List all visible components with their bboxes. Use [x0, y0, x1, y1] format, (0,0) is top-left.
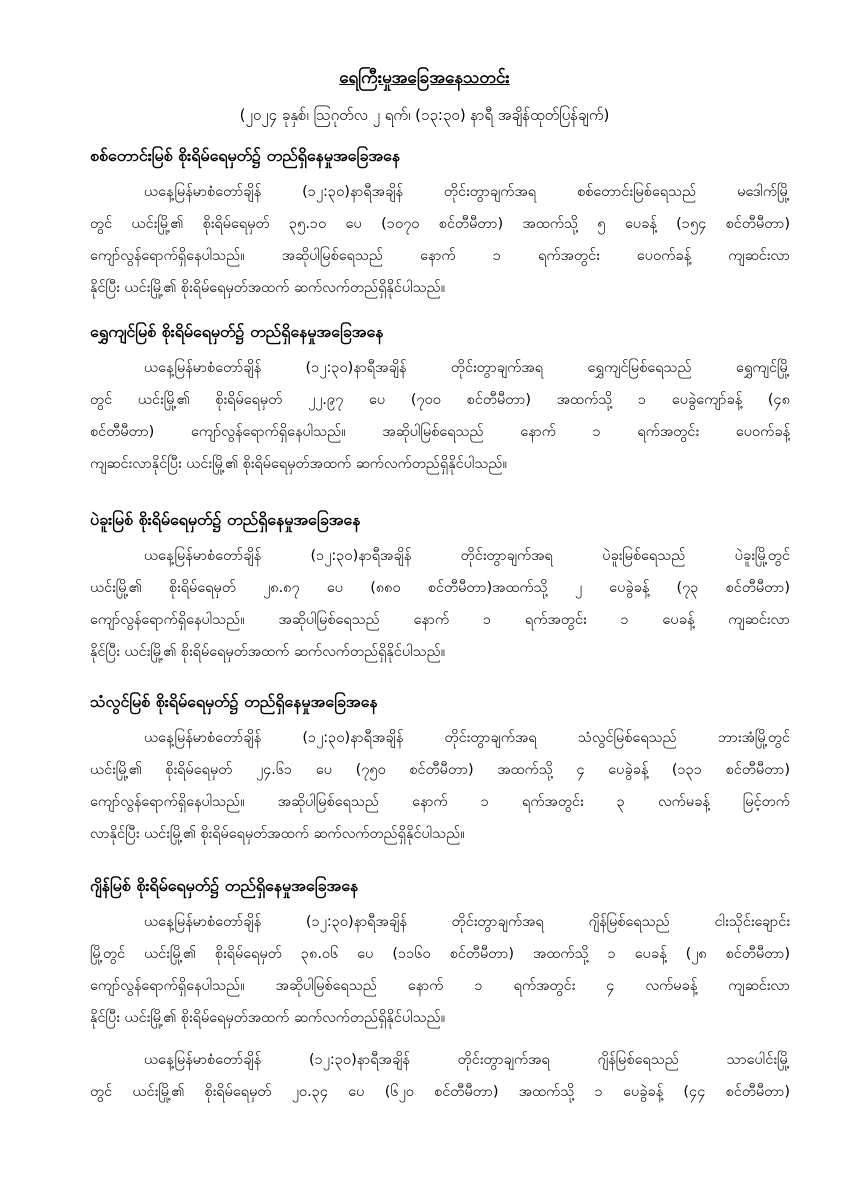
- section-bago-river: [90, 508, 790, 668]
- paragraph-line: နိုင်ပြီး ယင်းမြို့၏ စိုးရိမ်ရေမှတ်အထက် ဆက်လက်တည်ရှိနိုင်ပါသည်။: [90, 644, 446, 660]
- paragraph-line: ယနေ့မြန်မာစံတော်ချိန် (၁၂:၃၀)နာရီအချိန် တိုင်းတွာချက်အရ ဂျိန်မြစ်ရေသည် ငါးသိုင်းချောင်း: [144, 914, 790, 930]
- section-heading: ပဲခူးမြစ် စိုးရိမ်ရေမှတ်၌ တည်ရှိနေမှုအခြေအနေ: [90, 510, 361, 529]
- paragraph-line: စင်တီမီတာ) ကျော်လွန်ရောက်ရှိနေပါသည်။ အဆိုပါမြစ်ရေသည် နောက် ၁ ရက်အတွင်း ပေ၀က်ခန့်: [90, 424, 790, 440]
- paragraph-line: ယနေ့မြန်မာစံတော်ချိန် (၁၂:၃၀)နာရီအချိန် တိုင်းတွာချက်အရ ဂျိန်မြစ်ရေသည် သာပေါင်းမြို့: [144, 1052, 790, 1068]
- section-sittaung-river: [90, 144, 790, 304]
- paragraph-line: ယင်းမြို့၏ စိုးရိမ်ရေမှတ် ၂၈.၈၇ ပေ (၈၈၀ စင်တီမီတာ)အထက်သို့ ၂ ပေခွဲခန့် (၇၃ စင်တီမီတာ): [90, 580, 790, 596]
- paragraph-line: ကျော်လွန်ရောက်ရှိနေပါသည်။ အဆိုပါမြစ်ရေသည် နောက် ၁ ရက်အတွင်း ၃ လက်မခန့် မြင့်တက်: [90, 794, 790, 810]
- paragraph-line: ယနေ့မြန်မာစံတော်ချိန် (၁၂:၃၀)နာရီအချိန် တိုင်းတွာချက်အရ သံလွင်မြစ်ရေသည် ဘားအံမြို့တွင်: [144, 730, 790, 746]
- section-gyaing-river-continued: [90, 1044, 790, 1108]
- paragraph-line: မြို့တွင် ယင်းမြို့၏ စိုးရိမ်ရေမှတ် ၃၈.၀၆ ပေ (၁၁၆၀ စင်တီမီတာ) အထက်သို့ ၁ ပေခန့် (၂၈ စင်တီမီတာ): [90, 946, 790, 962]
- paragraph-line: လာနိုင်ပြီး ယင်းမြို့၏ စိုးရိမ်ရေမှတ်အထက် ဆက်လက်တည်ရှိနိုင်ပါသည်။: [90, 826, 465, 842]
- paragraph-line: ယနေ့မြန်မာစံတော်ချိန် (၁၂:၃၀)နာရီအချိန် တိုင်းတွာချက်အရ ပဲခူးမြစ်ရေသည် ပဲခူးမြို့တွင်: [144, 548, 790, 564]
- paragraph-line: တွင် ယင်းမြို့၏ စိုးရိမ်ရေမှတ် ၃၅.၁၀ ပေ (၁၀၇၀ စင်တီမီတာ) အထက်သို့ ၅ ပေခန့် (၁၅၄ စင်တီမီတာ): [90, 216, 790, 232]
- section-thanlwin-river: [90, 690, 790, 850]
- section-heading: စစ်တောင်းမြစ် စိုးရိမ်ရေမှတ်၌ တည်ရှိနေမှုအခြေအနေ: [90, 146, 400, 165]
- paragraph-line: နိုင်ပြီး ယင်းမြို့၏ စိုးရိမ်ရေမှတ်အထက် ဆက်လက်တည်ရှိနိုင်ပါသည်။: [90, 280, 446, 296]
- paragraph-line: ကျော်လွန်ရောက်ရှိနေပါသည်။ အဆိုပါမြစ်ရေသည် နောက် ၁ ရက်အတွင်း ၄ လက်မခန့် ကျဆင်းလာ: [90, 978, 790, 994]
- paragraph-line: တွင် ယင်းမြို့၏ စိုးရိမ်ရေမှတ် ၂၀.၃၄ ပေ (၆၂၀ စင်တီမီတာ) အထက်သို့ ၁ ပေခွဲခန့် (၄၄ စင်တီမီတာ): [90, 1084, 790, 1100]
- section-shwegyin-river: [90, 320, 790, 480]
- paragraph-line: ယနေ့မြန်မာစံတော်ချိန် (၁၂:၃၀)နာရီအချိန် တိုင်းတွာချက်အရ စစ်တောင်းမြစ်ရေသည် မဒေါက်မြို့: [144, 184, 790, 200]
- document-title: ရေကြီးမှုအခြေအနေသတင်း: [339, 68, 510, 88]
- paragraph-line: ကျဆင်းလာနိုင်ပြီး ယင်းမြို့၏ စိုးရိမ်ရေမှတ်အထက် ဆက်လက်တည်ရှိနိုင်ပါသည်။: [90, 456, 507, 472]
- section-heading: ဂျိန်မြစ် စိုးရိမ်ရေမှတ်၌ တည်ရှိနေမှုအခြေအနေ: [90, 876, 359, 895]
- paragraph-line: ကျော်လွန်ရောက်ရှိနေပါသည်။ အဆိုပါမြစ်ရေသည် နောက် ၁ ရက်အတွင်း ၁ ပေခန့် ကျဆင်းလာ: [90, 612, 790, 628]
- document-subtitle: (၂၀၂၄ ခုနှစ်၊ ဩဂုတ်လ ၂ ရက်၊ (၁၃:၃၀) နာရီ အချိန်ထုတ်ပြန်ချက်): [239, 106, 610, 124]
- paragraph-line: ယနေ့မြန်မာစံတော်ချိန် (၁၂:၃၀)နာရီအချိန် တိုင်းတွာချက်အရ ရွှေကျင်မြစ်ရေသည် ရွှေကျင်မြို့: [144, 360, 790, 376]
- paragraph-line: တွင် ယင်းမြို့၏ စိုးရိမ်ရေမှတ် ၂၂.၉၇ ပေ (၇၀၀ စင်တီမီတာ) အထက်သို့ ၁ ပေခွဲကျော်ခန့် (၄၈: [90, 392, 790, 408]
- section-heading: သံလွင်မြစ် စိုးရိမ်ရေမှတ်၌ တည်ရှိနေမှုအခြေအနေ: [90, 692, 378, 711]
- section-gyaing-river: [90, 874, 790, 1034]
- paragraph-line: ကျော်လွန်ရောက်ရှိနေပါသည်။ အဆိုပါမြစ်ရေသည် နောက် ၁ ရက်အတွင်း ပေ၀က်ခန့် ကျဆင်းလာ: [90, 248, 790, 264]
- paragraph-line: နိုင်ပြီး ယင်းမြို့၏ စိုးရိမ်ရေမှတ်အထက် ဆက်လက်တည်ရှိနိုင်ပါသည်။: [90, 1010, 446, 1026]
- paragraph-line: ယင်းမြို့၏ စိုးရိမ်ရေမှတ် ၂၄.၆၁ ပေ (၇၅၀ စင်တီမီတာ) အထက်သို့ ၄ ပေခွဲခန့် (၁၃၁ စင်တီမီတာ): [90, 762, 790, 778]
- section-heading: ရွှေကျင်မြစ် စိုးရိမ်ရေမှတ်၌ တည်ရှိနေမှုအခြေအနေ: [90, 322, 384, 341]
